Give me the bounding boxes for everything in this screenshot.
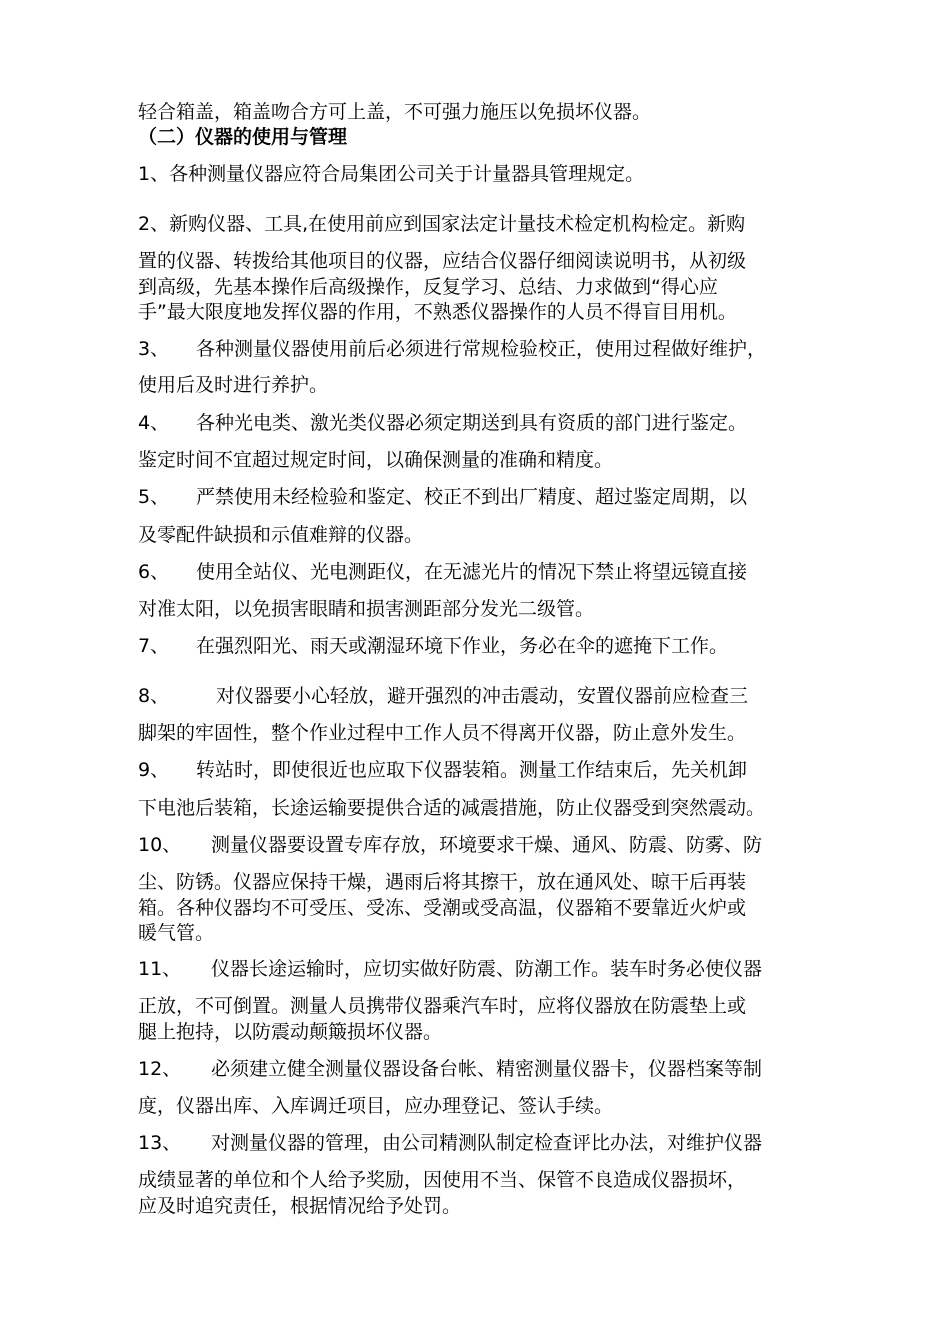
list-item-6-line-2: 对准太阳，以免损害眼睛和损害测距部分发光二级管。 [138,598,595,620]
list-item-7-line-1 [138,635,728,657]
list-item-5-line-2: 及零配件缺损和示值难辩的仪器。 [138,524,424,546]
item-text: 各种测量仪器使用前后必须进行常规检验校正，使用过程做好维护， [196,338,767,360]
section-title: （二）仪器的使用与管理 [138,126,348,148]
list-item-9-line-1 [138,759,747,781]
list-item-4-line-2: 鉴定时间不宜超过规定时间，以确保测量的准确和精度。 [138,449,614,471]
list-item-2-line-1 [138,213,745,235]
list-item-4-line-1 [138,412,747,434]
list-item-2-line-4: 手”最大限度地发挥仪器的作用，不熟悉仪器操作的人员不得盲目用机。 [138,301,737,323]
list-item-13-line-1 [138,1132,762,1154]
intro-paragraph: 轻合箱盖，箱盖吻合方可上盖，不可强力施压以免损坏仪器。 [138,101,652,123]
item-number: 7、 [138,635,170,657]
list-item-11-line-1 [138,958,762,980]
item-text: 必须建立健全测量仪器设备台帐、精密测量仪器卡，仪器档案等制 [211,1058,763,1080]
item-text: 仪器长途运输时，应切实做好防震、防潮工作。装车时务必使仪器 [211,958,763,980]
item-text: 对仪器要小心轻放，避开强烈的冲击震动，安置仪器前应检查三 [216,685,749,707]
list-item-13-line-3: 应及时追究责任，根据情况给予处罚。 [138,1195,462,1217]
list-item-10-line-1 [138,834,762,856]
list-item-12-line-2: 度，仪器出库、入库调迁项目，应办理登记、签认手续。 [138,1095,614,1117]
list-item-2-line-2: 置的仪器、转拨给其他项目的仪器，应结合仪器仔细阅读说明书，从初级 [138,250,747,272]
list-item-3-line-2: 使用后及时进行养护。 [138,374,329,396]
list-item-10-line-2: 尘、防锈。仪器应保持干燥，遇雨后将其擦干，放在通风处、晾干后再装 [138,871,747,893]
list-item-10-line-4: 暖气管。 [138,922,215,944]
item-number: 6、 [138,561,170,583]
list-item-5-line-1 [138,486,747,508]
item-number: 2、 [138,213,170,235]
list-item-8-line-1 [138,685,748,707]
list-item-11-line-3: 腿上抱持，以防震动颠簸损坏仪器。 [138,1021,443,1043]
item-number: 11、 [138,958,182,980]
item-text: 各种光电类、激光类仪器必须定期送到具有资质的部门进行鉴定。 [196,412,748,434]
item-number: 8、 [138,685,170,707]
item-number: 5、 [138,486,170,508]
item-number: 1、 [138,163,170,185]
item-number: 13、 [138,1132,182,1154]
item-number: 9、 [138,759,170,781]
list-item-13-line-2: 成绩显著的单位和个人给予奖励，因使用不当、保管不良造成仪器损坏， [138,1169,747,1191]
item-text: 新购仪器、工具,在使用前应到国家法定计量技术检定机构检定。新购 [169,213,746,235]
item-text: 转站时，即使很近也应取下仪器装箱。测量工作结束后，先关机卸 [196,759,748,781]
item-text: 使用全站仪、光电测距仪，在无滤光片的情况下禁止将望远镜直接 [196,561,748,583]
list-item-2-line-3: 到高级，先基本操作后高级操作，反复学习、总结、力求做到“得心应 [138,276,718,298]
item-number: 3、 [138,338,170,360]
list-item-3-line-1 [138,338,766,360]
item-number: 12、 [138,1058,182,1080]
list-item-11-line-2: 正放，不可倒置。测量人员携带仪器乘汽车时，应将仪器放在防震垫上或 [138,995,747,1017]
list-item-12-line-1 [138,1058,762,1080]
list-item-6-line-1 [138,561,747,583]
list-item-10-line-3: 箱。各种仪器均不可受压、受冻、受潮或受高温，仪器箱不要靠近火炉或 [138,897,747,919]
list-item-1-line-1 [138,163,644,185]
list-item-8-line-2: 脚架的牢固性，整个作业过程中工作人员不得离开仪器，防止意外发生。 [138,722,747,744]
list-item-9-line-2: 下电池后装箱，长途运输要提供合适的减震措施，防止仪器受到突然震动。 [138,797,766,819]
item-text: 在强烈阳光、雨天或潮湿环境下作业，务必在伞的遮掩下工作。 [196,635,729,657]
item-text: 严禁使用未经检验和鉴定、校正不到出厂精度、超过鉴定周期，以 [196,486,748,508]
item-text: 各种测量仪器应符合局集团公司关于计量器具管理规定。 [169,163,645,185]
item-text: 对测量仪器的管理，由公司精测队制定检查评比办法，对维护仪器 [211,1132,763,1154]
item-number: 10、 [138,834,182,856]
item-text: 测量仪器要设置专库存放，环境要求干燥、通风、防震、防雾、防 [211,834,763,856]
item-number: 4、 [138,412,170,434]
